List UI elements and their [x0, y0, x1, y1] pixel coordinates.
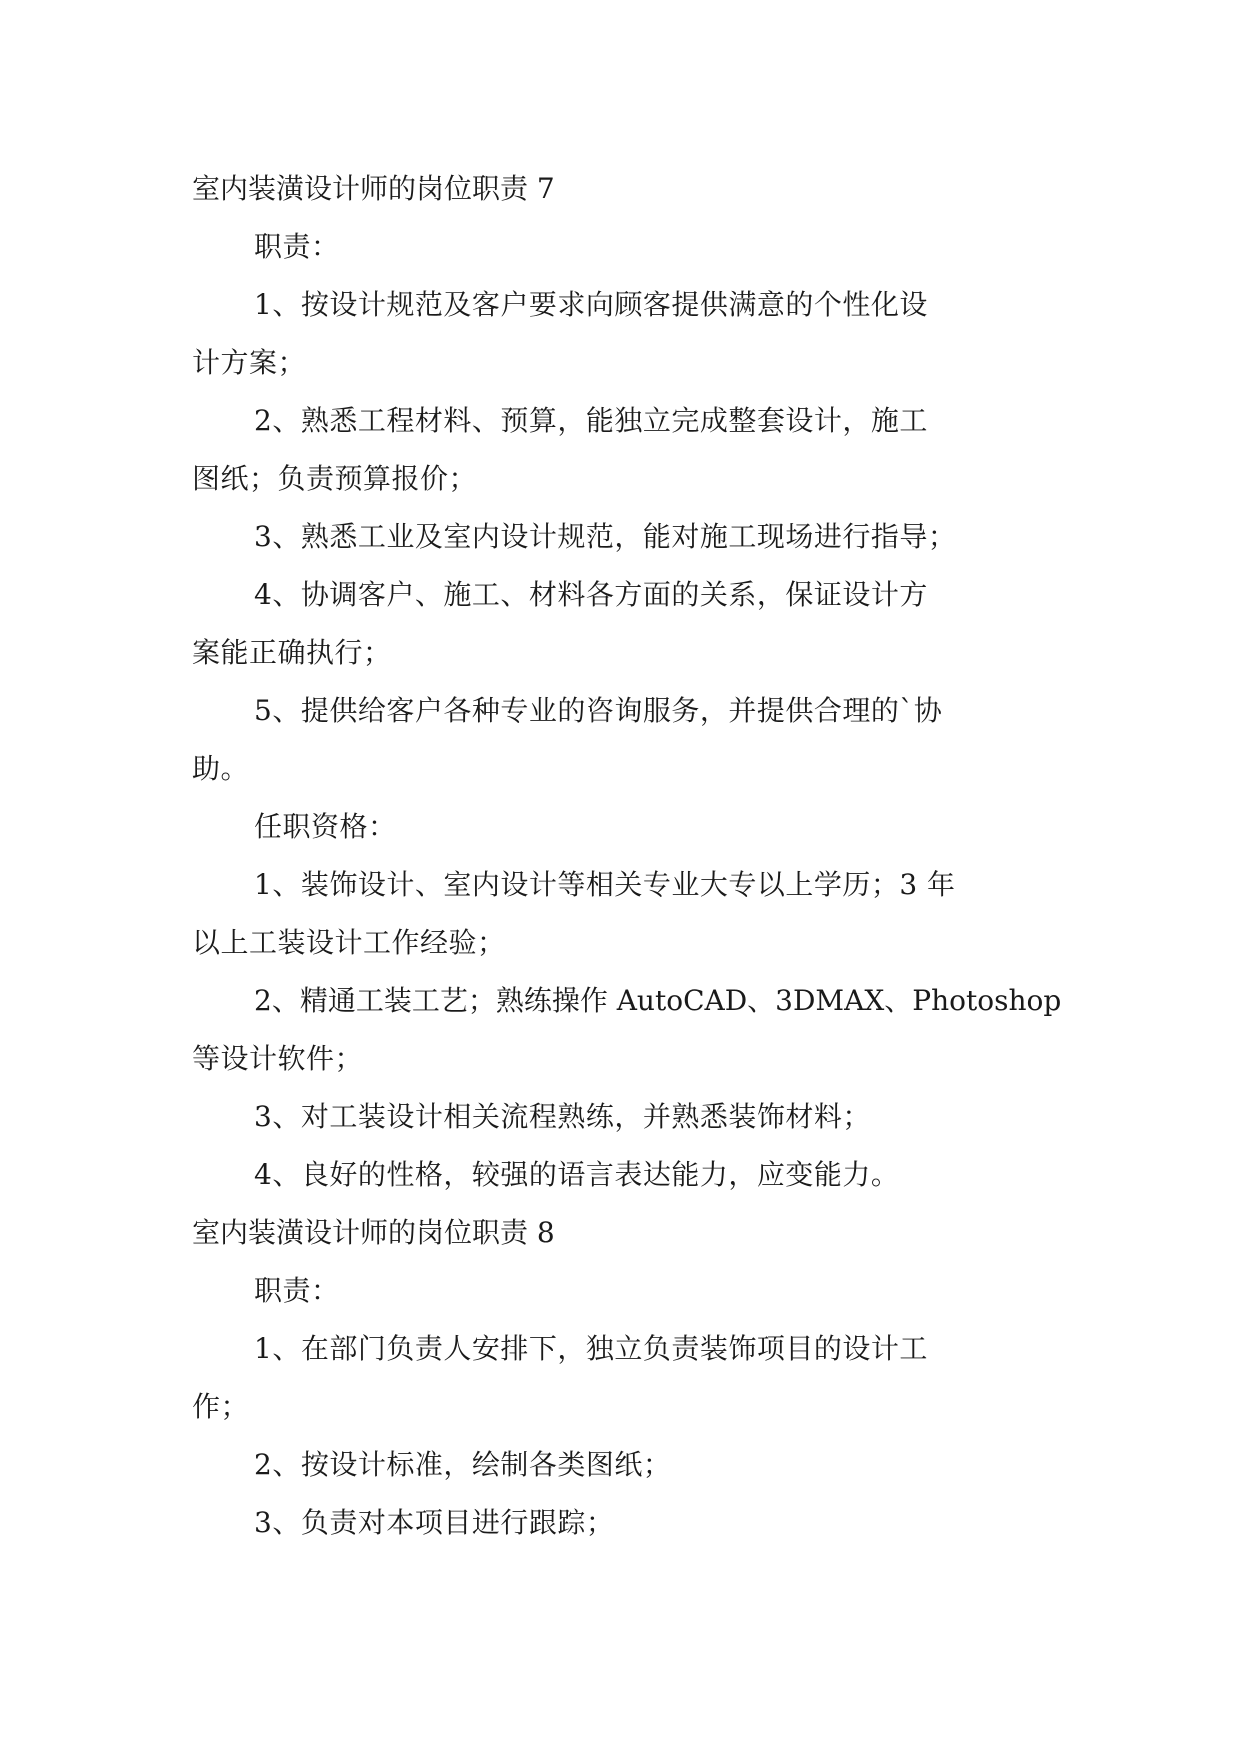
qualification-item-continuation: 以上工装设计工作经验； — [192, 926, 506, 959]
duties-heading: 职责： — [254, 230, 340, 263]
duty-item-line: 4、协调客户、施工、材料各方面的关系，保证设计方 — [254, 578, 928, 611]
duty-item-continuation: 图纸；负责预算报价； — [192, 462, 478, 495]
qualification-item-line: 1、装饰设计、室内设计等相关专业大专以上学历；3 年 — [254, 868, 956, 901]
duty-item-continuation: 助。 — [192, 752, 250, 785]
duty-item-continuation: 案能正确执行； — [192, 636, 392, 669]
duties-heading: 职责： — [254, 1274, 340, 1307]
qualifications-heading: 任职资格： — [254, 810, 397, 843]
section-title: 室内装潢设计师的岗位职责 8 — [192, 1216, 555, 1249]
duty-item-line: 1、按设计规范及客户要求向顾客提供满意的个性化设 — [254, 288, 928, 321]
duty-item-continuation: 计方案； — [192, 346, 307, 379]
duty-item-line: 2、熟悉工程材料、预算，能独立完成整套设计，施工 — [254, 404, 928, 437]
duty-item-line: 3、负责对本项目进行跟踪； — [254, 1506, 615, 1539]
duty-item-continuation: 作； — [192, 1390, 250, 1423]
qualification-item-line: 4、良好的性格，较强的语言表达能力，应变能力。 — [254, 1158, 900, 1191]
document-body — [192, 160, 1062, 1552]
duty-item-line: 1、在部门负责人安排下，独立负责装饰项目的设计工 — [254, 1332, 928, 1365]
duty-item-line: 2、按设计标准，绘制各类图纸； — [254, 1448, 672, 1481]
qualification-item-line: 2、精通工装工艺；熟练操作 AutoCAD、3DMAX、Photoshop — [254, 984, 1062, 1017]
duty-item-line: 5、提供给客户各种专业的咨询服务，并提供合理的`协 — [254, 694, 943, 727]
section-title: 室内装潢设计师的岗位职责 7 — [192, 172, 555, 205]
duty-item-line: 3、熟悉工业及室内设计规范，能对施工现场进行指导； — [254, 520, 957, 553]
qualification-item-line: 3、对工装设计相关流程熟练，并熟悉装饰材料； — [254, 1100, 871, 1133]
qualification-item-continuation: 等设计软件； — [192, 1042, 364, 1075]
